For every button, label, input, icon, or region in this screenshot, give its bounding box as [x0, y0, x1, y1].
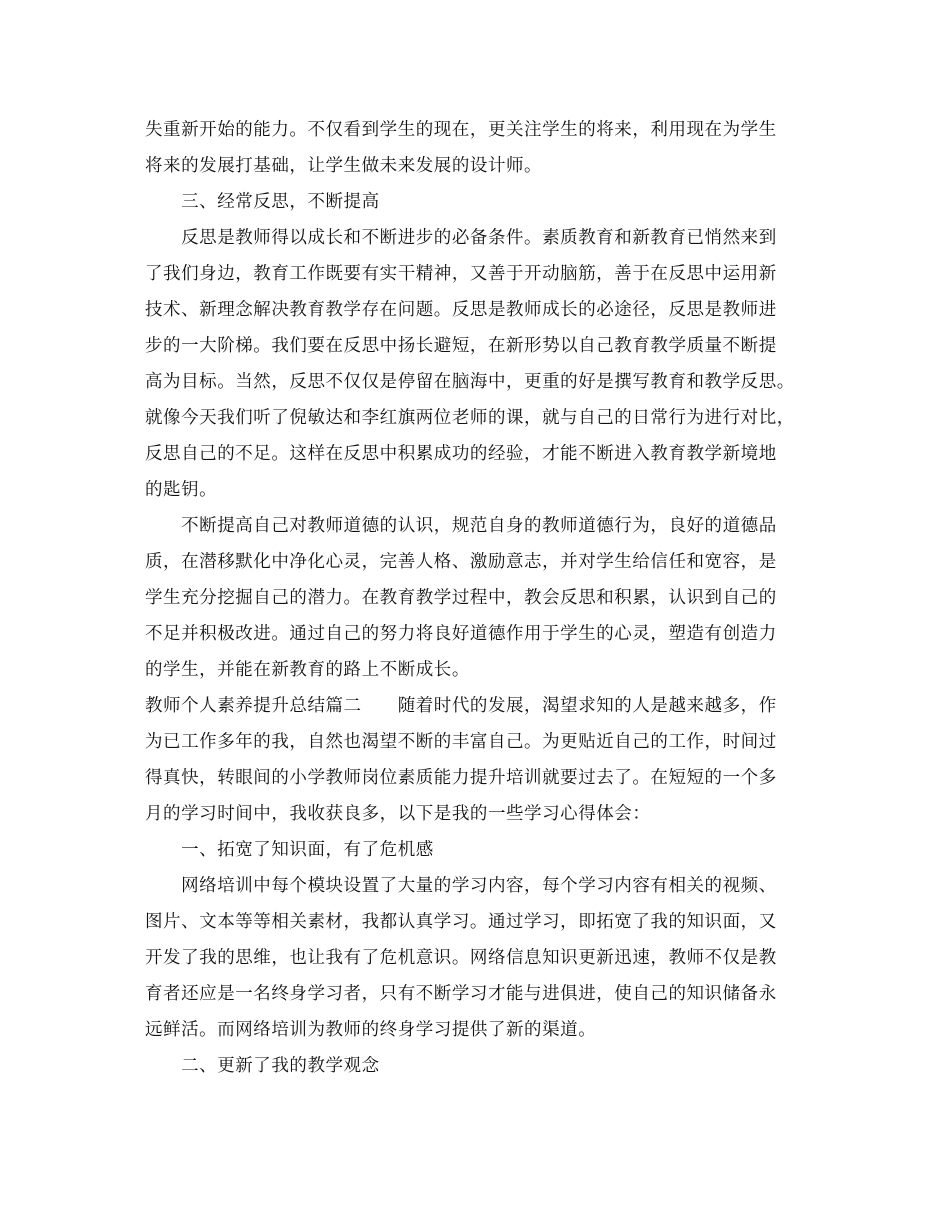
text-line: 的匙钥。 [145, 480, 218, 500]
text-line: 得真快，转眼间的小学教师岗位素质能力提升培训就要过去了。在短短的一个多 [145, 768, 777, 788]
text-line: 不足并积极改进。通过自己的努力将良好道德作用于学生的心灵，塑造有创造力 [145, 624, 777, 644]
text-line: 开发了我的思维，也让我有了危机意识。网络信息知识更新迅速，教师不仅是教 [145, 948, 777, 968]
text-line: 技术、新理念解决教育教学存在问题。反思是教师成长的必途径，反思是教师进 [145, 300, 777, 320]
text-line: 质，在潜移默化中净化心灵，完善人格、激励意志，并对学生给信任和宽容，是 [145, 552, 777, 572]
section-heading: 二、更新了我的教学观念 [145, 1056, 380, 1076]
text-line: 失重新开始的能力。不仅看到学生的现在，更关注学生的将来，利用现在为学生 [145, 120, 777, 140]
article-title-line: 教师个人素养提升总结篇二 随着时代的发展，渴望求知的人是越来越多，作 [145, 696, 777, 716]
text-line: 了我们身边，教育工作既要有实干精神，又善于开动脑筋，善于在反思中运用新 [145, 264, 777, 284]
text-line: 不断提高自己对教师道德的认识，规范自身的教师道德行为，良好的道德品 [145, 516, 777, 536]
text-line: 将来的发展打基础，让学生做未来发展的设计师。 [145, 156, 543, 176]
text-line: 网络培训中每个模块设置了大量的学习内容，每个学习内容有相关的视频、 [145, 876, 777, 896]
text-line: 图片、文本等等相关素材，我都认真学习。通过学习，即拓宽了我的知识面，又 [145, 912, 777, 932]
text-line: 为已工作多年的我，自然也渴望不断的丰富自己。为更贴近自己的工作，时间过 [145, 732, 777, 752]
text-line: 就像今天我们听了倪敏达和李红旗两位老师的课，就与自己的日常行为进行对比， [145, 408, 795, 428]
text-line: 月的学习时间中，我收获良多，以下是我的一些学习心得体会： [145, 804, 651, 824]
section-heading: 三、经常反思，不断提高 [145, 192, 380, 212]
text-line: 反思自己的不足。这样在反思中积累成功的经验，才能不断进入教育教学新境地 [145, 444, 777, 464]
text-line: 远鲜活。而网络培训为教师的终身学习提供了新的渠道。 [145, 1020, 597, 1040]
text-line: 学生充分挖掘自己的潜力。在教育教学过程中，教会反思和积累，认识到自己的 [145, 588, 777, 608]
text-line: 反思是教师得以成长和不断进步的必备条件。素质教育和新教育已悄然来到 [145, 228, 777, 248]
text-line: 步的一大阶梯。我们要在反思中扬长避短，在新形势以自己教育教学质量不断提 [145, 336, 777, 356]
section-heading: 一、拓宽了知识面，有了危机感 [145, 840, 434, 860]
text-line: 高为目标。当然，反思不仅仅是停留在脑海中，更重的好是撰写教育和教学反思。 [145, 372, 795, 392]
text-line: 育者还应是一名终身学习者，只有不断学习才能与进俱进，使自己的知识储备永 [145, 984, 777, 1004]
text-line: 的学生，并能在新教育的路上不断成长。 [145, 660, 470, 680]
